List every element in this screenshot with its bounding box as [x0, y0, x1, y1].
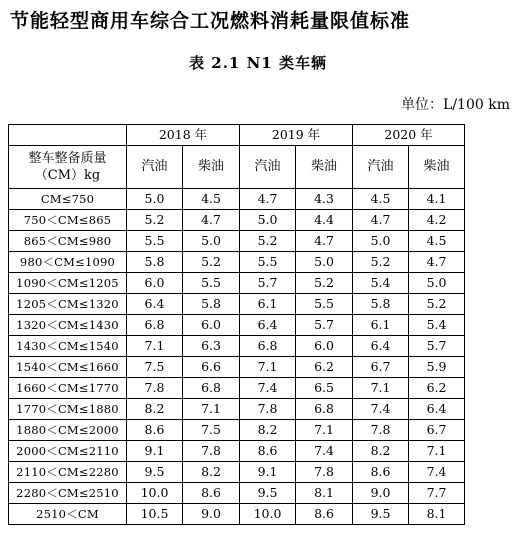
document-title: 节能轻型商用车综合工况燃料消耗量限值标准 — [10, 10, 411, 32]
mass-range-cell: 1770＜CM≤1880 — [9, 399, 127, 420]
mass-range-cell: 1090＜CM≤1205 — [9, 273, 127, 294]
limit-value-cell: 8.2 — [240, 420, 296, 441]
limit-value-cell: 8.1 — [296, 483, 353, 504]
limit-value-cell: 5.0 — [127, 189, 183, 210]
fuel-header-row — [9, 146, 465, 189]
limit-value-cell: 6.2 — [409, 378, 465, 399]
table-row — [9, 399, 465, 420]
limit-value-cell: 6.6 — [183, 357, 240, 378]
limit-value-cell: 9.1 — [127, 441, 183, 462]
limit-value-cell: 7.1 — [240, 357, 296, 378]
limit-value-cell: 7.8 — [296, 462, 353, 483]
limit-value-cell: 4.7 — [353, 210, 409, 231]
year-header: 2020 年 — [353, 125, 465, 146]
limit-value-cell: 6.4 — [353, 336, 409, 357]
mass-range-cell: 1660＜CM≤1770 — [9, 378, 127, 399]
limit-value-cell: 8.2 — [127, 399, 183, 420]
limit-value-cell: 6.4 — [127, 294, 183, 315]
limit-value-cell: 5.4 — [409, 315, 465, 336]
header-corner-cell — [9, 125, 127, 146]
limit-value-cell: 7.1 — [183, 399, 240, 420]
table-row — [9, 504, 465, 525]
year-header: 2019 年 — [240, 125, 353, 146]
limit-value-cell: 6.1 — [353, 315, 409, 336]
limit-value-cell: 7.5 — [183, 420, 240, 441]
fuel-header: 柴油 — [183, 146, 240, 189]
mass-range-cell: 1430＜CM≤1540 — [9, 336, 127, 357]
limit-value-cell: 4.5 — [183, 189, 240, 210]
fuel-limit-table — [8, 124, 465, 525]
limit-value-cell: 6.7 — [409, 420, 465, 441]
limit-value-cell: 10.5 — [127, 504, 183, 525]
limit-value-cell: 6.4 — [240, 315, 296, 336]
limit-value-cell: 7.1 — [409, 441, 465, 462]
limit-value-cell: 5.5 — [183, 273, 240, 294]
limit-value-cell: 6.8 — [183, 378, 240, 399]
limit-value-cell: 8.2 — [183, 462, 240, 483]
table-row — [9, 378, 465, 399]
limit-value-cell: 6.4 — [409, 399, 465, 420]
table-row — [9, 210, 465, 231]
fuel-header: 柴油 — [409, 146, 465, 189]
limit-value-cell: 5.7 — [296, 315, 353, 336]
table-row — [9, 315, 465, 336]
limit-value-cell: 6.0 — [296, 336, 353, 357]
limit-value-cell: 10.0 — [240, 504, 296, 525]
table-row — [9, 357, 465, 378]
limit-value-cell: 4.7 — [183, 210, 240, 231]
limit-value-cell: 7.1 — [296, 420, 353, 441]
limit-value-cell: 7.4 — [296, 441, 353, 462]
limit-value-cell: 5.5 — [296, 294, 353, 315]
limit-value-cell: 9.5 — [240, 483, 296, 504]
table-row — [9, 420, 465, 441]
limit-value-cell: 4.7 — [240, 189, 296, 210]
limit-value-cell: 9.0 — [353, 483, 409, 504]
table-row — [9, 252, 465, 273]
limit-value-cell: 4.5 — [409, 231, 465, 252]
limit-value-cell: 5.7 — [409, 336, 465, 357]
limit-value-cell: 5.8 — [183, 294, 240, 315]
limit-value-cell: 6.2 — [296, 357, 353, 378]
limit-value-cell: 4.3 — [296, 189, 353, 210]
limit-value-cell: 8.6 — [240, 441, 296, 462]
limit-value-cell: 6.5 — [296, 378, 353, 399]
limit-value-cell: 5.5 — [240, 252, 296, 273]
limit-value-cell: 7.4 — [240, 378, 296, 399]
table-row — [9, 231, 465, 252]
mass-range-cell: 1540＜CM≤1660 — [9, 357, 127, 378]
limit-value-cell: 8.6 — [127, 420, 183, 441]
year-header: 2018 年 — [127, 125, 240, 146]
mass-range-cell: 1205＜CM≤1320 — [9, 294, 127, 315]
mass-range-cell: 2280＜CM≤2510 — [9, 483, 127, 504]
mass-range-cell: 2110＜CM≤2280 — [9, 462, 127, 483]
limit-value-cell: 7.5 — [127, 357, 183, 378]
table-row — [9, 483, 465, 504]
limit-value-cell: 7.8 — [353, 420, 409, 441]
limit-value-cell: 10.0 — [127, 483, 183, 504]
limit-value-cell: 5.0 — [183, 231, 240, 252]
mass-range-cell: 1320＜CM≤1430 — [9, 315, 127, 336]
limit-value-cell: 7.8 — [240, 399, 296, 420]
limit-value-cell: 5.0 — [409, 273, 465, 294]
mass-range-cell: 865＜CM≤980 — [9, 231, 127, 252]
table-row — [9, 441, 465, 462]
limit-value-cell: 8.6 — [296, 504, 353, 525]
mass-range-cell: 750＜CM≤865 — [9, 210, 127, 231]
limit-value-cell: 7.8 — [183, 441, 240, 462]
limit-value-cell: 6.8 — [240, 336, 296, 357]
table-row — [9, 294, 465, 315]
table-caption: 表 2.1 N1 类车辆 — [189, 54, 327, 72]
table-row — [9, 189, 465, 210]
limit-value-cell: 6.8 — [127, 315, 183, 336]
limit-value-cell: 5.0 — [296, 252, 353, 273]
limit-value-cell: 6.1 — [240, 294, 296, 315]
mass-column-header: 整车整备质量（CM）kg — [9, 146, 127, 189]
limit-value-cell: 8.6 — [183, 483, 240, 504]
mass-range-cell: 2000＜CM≤2110 — [9, 441, 127, 462]
limit-value-cell: 7.8 — [127, 378, 183, 399]
year-header-row — [9, 125, 465, 146]
limit-value-cell: 4.2 — [409, 210, 465, 231]
limit-value-cell: 5.0 — [240, 210, 296, 231]
limit-value-cell: 4.7 — [296, 231, 353, 252]
limit-value-cell: 5.2 — [409, 294, 465, 315]
table-row — [9, 462, 465, 483]
mass-range-cell: CM≤750 — [9, 189, 127, 210]
fuel-header: 汽油 — [127, 146, 183, 189]
table-row — [9, 336, 465, 357]
limit-value-cell: 8.2 — [353, 441, 409, 462]
limit-value-cell: 4.4 — [296, 210, 353, 231]
limit-value-cell: 5.2 — [240, 231, 296, 252]
limit-value-cell: 5.9 — [409, 357, 465, 378]
mass-range-cell: 2510＜CM — [9, 504, 127, 525]
unit-label: 单位：L/100 km — [401, 97, 510, 113]
limit-value-cell: 5.4 — [353, 273, 409, 294]
limit-value-cell: 7.7 — [409, 483, 465, 504]
limit-value-cell: 9.1 — [240, 462, 296, 483]
limit-value-cell: 5.2 — [183, 252, 240, 273]
table-body — [9, 189, 465, 525]
limit-value-cell: 6.0 — [127, 273, 183, 294]
limit-value-cell: 4.5 — [353, 189, 409, 210]
limit-value-cell: 9.5 — [127, 462, 183, 483]
limit-value-cell: 8.6 — [353, 462, 409, 483]
limit-value-cell: 7.4 — [353, 399, 409, 420]
limit-value-cell: 6.7 — [353, 357, 409, 378]
limit-value-cell: 5.2 — [353, 252, 409, 273]
limit-value-cell: 6.3 — [183, 336, 240, 357]
limit-value-cell: 7.4 — [409, 462, 465, 483]
limit-value-cell: 5.2 — [127, 210, 183, 231]
limit-value-cell: 5.2 — [296, 273, 353, 294]
limit-value-cell: 9.0 — [183, 504, 240, 525]
limit-value-cell: 4.1 — [409, 189, 465, 210]
limit-value-cell: 5.8 — [127, 252, 183, 273]
mass-range-cell: 980＜CM≤1090 — [9, 252, 127, 273]
limit-value-cell: 7.1 — [353, 378, 409, 399]
limit-value-cell: 7.1 — [127, 336, 183, 357]
fuel-header: 汽油 — [240, 146, 296, 189]
limit-value-cell: 9.5 — [353, 504, 409, 525]
limit-value-cell: 5.0 — [353, 231, 409, 252]
fuel-header: 汽油 — [353, 146, 409, 189]
fuel-header: 柴油 — [296, 146, 353, 189]
limit-value-cell: 4.7 — [409, 252, 465, 273]
mass-range-cell: 1880＜CM≤2000 — [9, 420, 127, 441]
limit-value-cell: 5.8 — [353, 294, 409, 315]
limit-value-cell: 5.7 — [240, 273, 296, 294]
limit-value-cell: 5.5 — [127, 231, 183, 252]
limit-value-cell: 6.8 — [296, 399, 353, 420]
limit-value-cell: 6.0 — [183, 315, 240, 336]
limit-value-cell: 8.1 — [409, 504, 465, 525]
table-row — [9, 273, 465, 294]
